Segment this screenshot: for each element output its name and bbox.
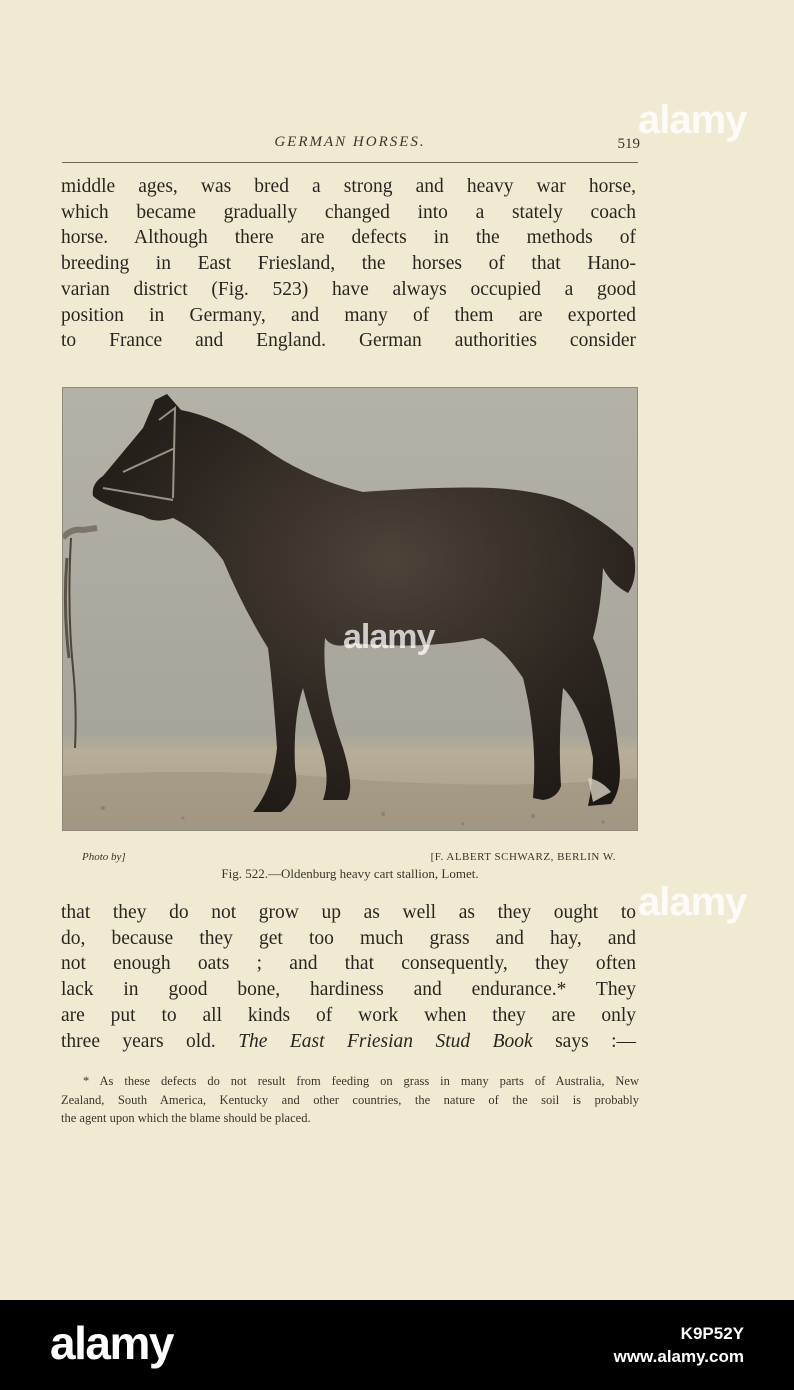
body-line: to France and England. German authorities consider xyxy=(61,330,636,352)
footnote-line: * As these defects do not result from feeding on grass in many parts of Australia, New xyxy=(83,1074,639,1088)
image-id: K9P52Y xyxy=(680,1324,744,1343)
footnote-line: Zealand, South America, Kentucky and other countries, the nature of the soil is probably xyxy=(61,1092,639,1107)
body-line: not enough oats ; and that consequently, they often xyxy=(61,953,636,975)
line-text: three years old. xyxy=(61,1030,216,1052)
body-line: which became gradually changed into a stately coach xyxy=(61,201,636,223)
credit-right: [F. ALBERT SCHWARZ, BERLIN W. xyxy=(430,851,616,863)
stock-footer xyxy=(0,1300,794,1390)
body-line: middle ages, was bred a strong and heavy war horse, xyxy=(61,176,636,197)
alamy-logo: alamy xyxy=(50,1317,173,1369)
watermark-photo: alamy xyxy=(343,618,435,656)
body-line-last xyxy=(61,1029,636,1055)
body-paragraph-top xyxy=(61,174,636,354)
body-line: are put to all kinds of work when they are only xyxy=(61,1004,636,1026)
figure-caption: Fig. 522.—Oldenburg heavy cart stallion, Lomet. xyxy=(221,866,479,881)
body-line: lack in good bone, hardiness and endurance.* They xyxy=(61,979,636,1001)
body-line: varian district (Fig. 523) have always occupied a good xyxy=(61,278,636,300)
running-title: GERMAN HORSES. xyxy=(274,134,426,150)
footnote xyxy=(61,1072,639,1128)
horse-illustration xyxy=(63,388,638,831)
line-text: says :— xyxy=(555,1030,637,1052)
book-title: The East Friesian Stud Book xyxy=(238,1030,533,1052)
body-line: do, because they get too much grass and hay, and xyxy=(61,927,636,949)
body-line: position in Germany, and many of them are exported xyxy=(61,304,636,326)
watermark-middle: alamy xyxy=(638,880,747,924)
horse-photograph xyxy=(62,387,638,831)
footnote-line: the agent upon which the blame should be placed. xyxy=(61,1111,311,1125)
body-line: horse. Although there are defects in the methods of xyxy=(61,227,636,249)
header-rule xyxy=(62,162,638,163)
body-line: breeding in East Friesland, the horses of that Hano- xyxy=(61,253,636,275)
site-url: www.alamy.com xyxy=(613,1347,744,1366)
watermark-top: alamy xyxy=(638,98,747,142)
body-line: that they do not grow up as well as they ought to xyxy=(61,902,636,923)
credit-left: Photo by] xyxy=(82,851,126,863)
running-head xyxy=(62,134,638,156)
body-paragraph-bottom xyxy=(61,900,636,1054)
page-number: 519 xyxy=(617,136,640,152)
